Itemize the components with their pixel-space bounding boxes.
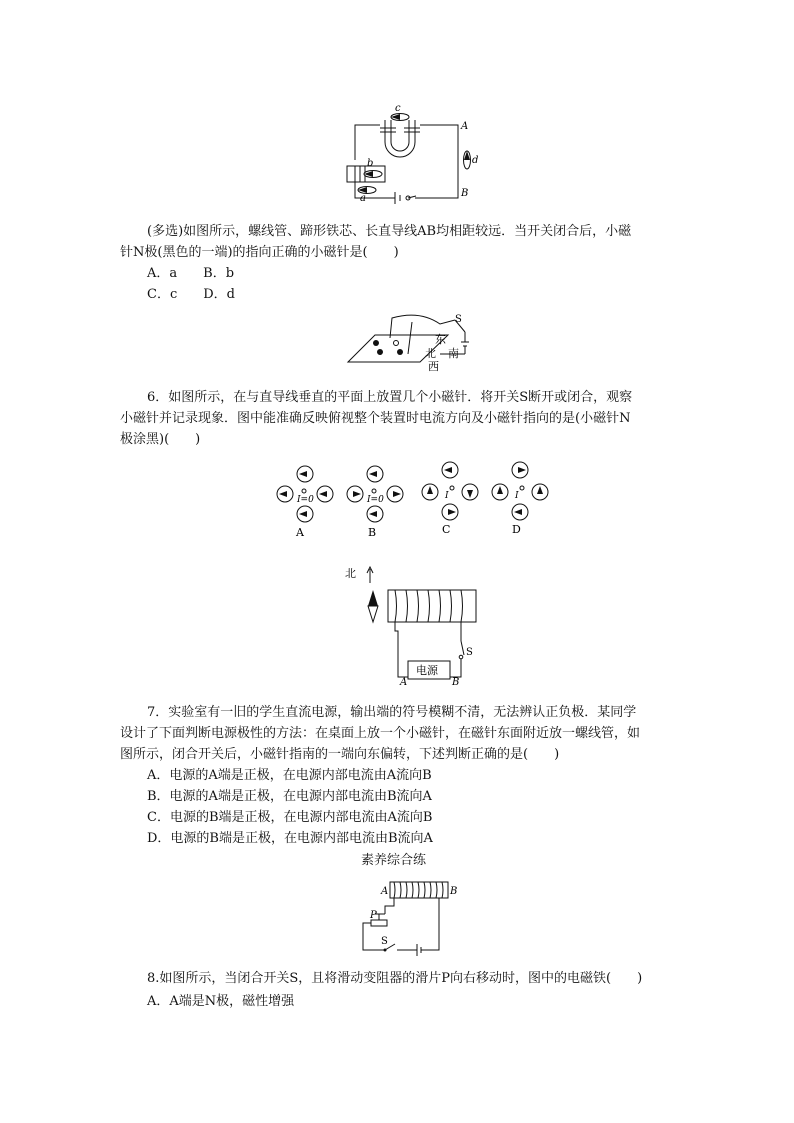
label-S: S	[455, 314, 462, 325]
q7-option-d: D．电源的B端是正极，在电源内部电流由B流向A	[147, 831, 433, 846]
q5-options-cd: C．c D．d	[147, 287, 235, 302]
q6-line-3: 极涂黑)( )	[120, 432, 201, 447]
option-d-diagram	[492, 462, 548, 536]
label-P: P	[370, 910, 377, 921]
q7-line-1: 7．实验室有一旧的学生直流电源，输出端的符号模糊不清，无法辨认正负极．某同学	[147, 705, 637, 720]
label-north: 北	[425, 347, 436, 360]
figure-compass-options	[270, 458, 560, 540]
d-current: I	[515, 491, 519, 501]
label-A: A	[381, 886, 389, 897]
figure-wire-plane-compasses	[340, 310, 480, 372]
b-current: I=0	[367, 495, 384, 505]
label-B: B	[461, 188, 469, 199]
q5-line-2: 针N极(黑色的一端)的指向正确的小磁针是( )	[120, 245, 399, 260]
c-current: I	[445, 491, 449, 501]
q7-line-3: 图所示，闭合开关后，小磁针指南的一端向东偏转，下述判断正确的是( )	[120, 747, 560, 762]
label-A: A	[400, 677, 408, 688]
option-c-diagram	[422, 462, 478, 536]
label-south: 南	[448, 347, 459, 360]
figure-solenoid-horseshoe-wire	[330, 100, 490, 215]
label-B: B	[452, 677, 460, 688]
q7-option-b: B．电源的A端是正极，在电源内部电流由B流向A	[147, 789, 432, 804]
figure-solenoid-power-source	[340, 563, 490, 688]
label-east: 东	[435, 333, 446, 346]
label-S: S	[466, 647, 473, 658]
label-a: a	[360, 193, 366, 204]
a-current: I=0	[297, 495, 314, 505]
option-a-diagram	[277, 466, 333, 539]
label-A: A	[461, 121, 469, 132]
option-b-diagram	[347, 466, 403, 539]
q7-option-a: A．电源的A端是正极，在电源内部电流由A流向B	[147, 768, 432, 783]
label-S: S	[381, 936, 388, 947]
label-B: B	[450, 886, 458, 897]
q7-option-c: C．电源的B端是正极，在电源内部电流由A流向B	[147, 810, 433, 825]
label-d: d	[472, 155, 479, 166]
q7-line-2: 设计了下面判断电源极性的方法：在桌面上放一个小磁针，在磁针东面附近放一螺线管，如	[120, 726, 641, 741]
label-north: 北	[345, 567, 356, 580]
caption-a: A	[296, 526, 304, 539]
caption-b: B	[368, 526, 377, 539]
q5-options-ab: A．a B．b	[147, 266, 235, 281]
label-west: 西	[428, 360, 439, 372]
section-title: 素养综合练	[361, 853, 427, 868]
label-b: b	[367, 158, 374, 169]
q6-line-1: 6．如图所示，在与直导线垂直的平面上放置几个小磁针．将开关S断开或闭合，观察	[147, 390, 633, 405]
q8-line-1: 8.如图所示，当闭合开关S，且将滑动变阻器的滑片P向右移动时，图中的电磁铁( )	[147, 971, 643, 986]
caption-c: C	[442, 523, 451, 536]
label-power: 电源	[416, 664, 438, 677]
caption-d: D	[512, 523, 521, 536]
q5-line-1: (多选)如图所示，螺线管、蹄形铁芯、长直导线AB均相距较远．当开关闭合后，小磁	[147, 224, 632, 239]
figure-electromagnet-rheostat	[355, 874, 465, 964]
label-c: c	[395, 103, 401, 114]
q8-option-a: A．A端是N极，磁性增强	[147, 994, 295, 1009]
q6-line-2: 小磁针并记录现象．图中能准确反映俯视整个装置时电流方向及小磁针指向的是(小磁针N	[120, 411, 631, 426]
